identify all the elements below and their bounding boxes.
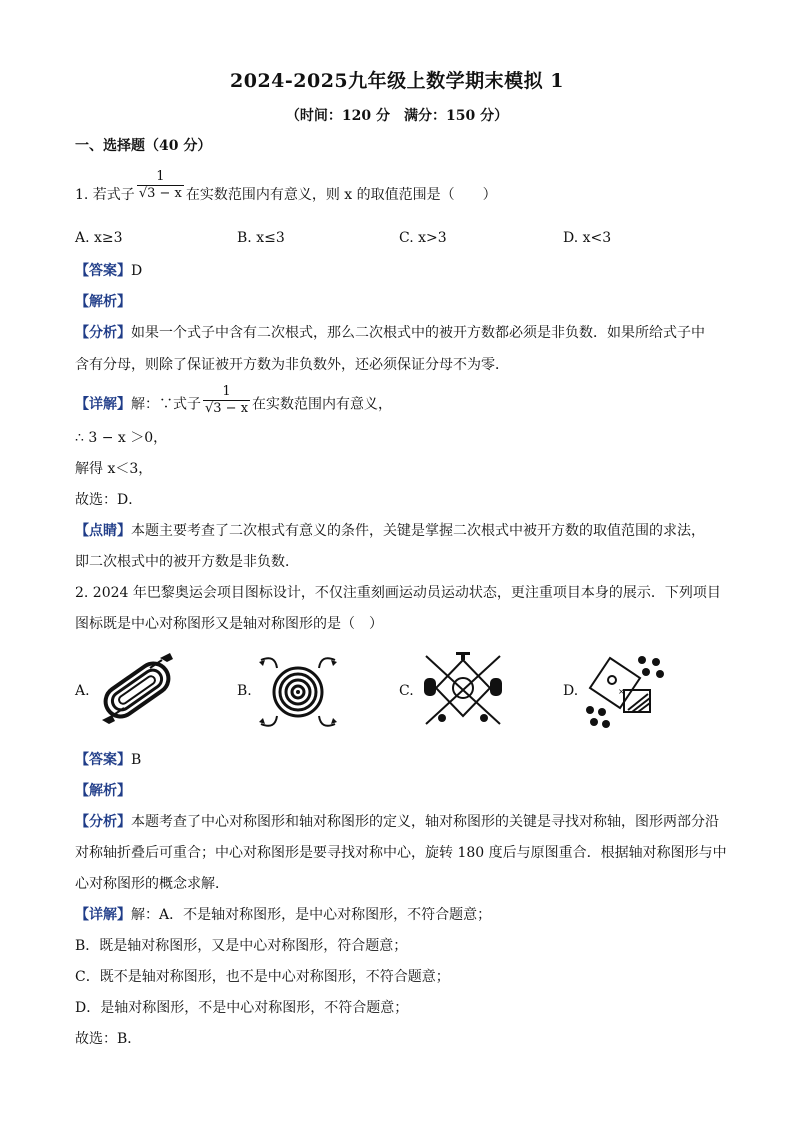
q1-step-1: ∴ 3 − x ＞0， <box>75 430 168 446</box>
fenxi-tag-2: 【分析】 <box>75 814 131 830</box>
q2-fenxi-1 <box>75 813 719 831</box>
q2-xiangjie-d: D．是轴对称图形，不是中心对称图形，不符合题意； <box>75 1000 409 1016</box>
section-heading: 一、选择题（40 分） <box>75 138 212 154</box>
q2-fenxi-2: 对称轴折叠后可重合；中心对称图形是要寻找对称中心，旋转 180 度后与原图重合．根据轴对称图形与中 <box>75 845 727 861</box>
q2-fig-label-d: D. <box>563 683 579 699</box>
q1-dianjing-1 <box>75 522 705 540</box>
q1-step-3: 故选：D． <box>75 492 143 508</box>
q2-conclusion: 故选：B． <box>75 1031 142 1047</box>
q2-xiangjie-c: C．既不是轴对称图形，也不是中心对称图形，不符合题意； <box>75 969 450 985</box>
q1-stem <box>75 168 497 204</box>
q1-answer-value: D <box>131 263 143 279</box>
svg-text:×: × <box>618 687 625 696</box>
q1-fenxi-text-1: 如果一个式子中含有二次根式，那么二次根式中的被开方数都必须是非负数．如果所给式子中 <box>131 325 705 341</box>
xiangjie-tag-2: 【详解】 <box>75 907 131 923</box>
answer-tag-2: 【答案】 <box>75 752 131 768</box>
q2-analysis <box>75 782 131 800</box>
q2-answer-value: B <box>131 752 142 768</box>
q1-fraction <box>137 169 184 202</box>
q2-xiangjie-a-text: 解：A．不是轴对称图形，是中心对称图形，不符合题意； <box>131 907 492 923</box>
q1-option-a: A. x≥3 <box>75 230 123 246</box>
q2-xiangjie-a <box>75 906 491 924</box>
q1-dianjing-2: 即二次根式中的被开方数是非负数． <box>75 554 299 570</box>
q2-fenxi-text-1: 本题考查了中心对称图形和轴对称图形的定义，轴对称图形的关键是寻找对称轴，图形两部分沿 <box>131 814 719 830</box>
q2-xiangjie-b: B．既是轴对称图形，又是中心对称图形，符合题意； <box>75 938 408 954</box>
q1-option-c: C. x>3 <box>399 230 447 246</box>
q1-frac2-den: √3 − x <box>205 401 249 416</box>
q2-stem-1: 2. 2024 年巴黎奥运会项目图标设计，不仅注重刻画运动员运动状态，更注重项目本身的展示．下列项目 <box>75 585 721 601</box>
q1-xiangjie-pre: 解：∵式子 <box>131 396 201 413</box>
q2-fig-label-a: A. <box>75 683 90 699</box>
archery-target-icon <box>255 652 341 732</box>
q1-suffix: 在实数范围内有意义，则 x 的取值范围是（ ） <box>185 187 497 203</box>
q1-frac-den: √3 − x <box>138 185 182 201</box>
q2-answer <box>75 751 141 769</box>
q1-xiangjie <box>75 384 393 417</box>
running-track-icon <box>90 650 185 730</box>
q1-prefix: 1. 若式子 <box>75 187 135 203</box>
q1-answer <box>75 262 142 280</box>
q1-dianjing-text: 本题主要考查了二次根式有意义的条件，关键是掌握二次根式中被开方数的取值范围的求法， <box>131 523 705 539</box>
dianjing-tag: 【点睛】 <box>75 523 131 539</box>
q2-stem-2: 图标既是中心对称图形又是轴对称图形的是（ ） <box>75 616 383 632</box>
q1-frac2-num: 1 <box>222 384 231 399</box>
analysis-tag: 【解析】 <box>75 294 131 310</box>
fenxi-tag: 【分析】 <box>75 325 131 341</box>
xiangjie-tag: 【详解】 <box>75 396 131 413</box>
q1-option-d: D. x<3 <box>563 230 612 246</box>
fencing-icon <box>418 648 508 732</box>
page-subtitle: （时间：120 分 满分：150 分） <box>285 108 509 124</box>
q1-xiangjie-post: 在实数范围内有意义， <box>252 396 393 413</box>
analysis-tag-2: 【解析】 <box>75 783 131 799</box>
q1-frac-num: 1 <box>156 168 165 184</box>
q2-fig-label-b: B. <box>237 683 252 699</box>
q2-fenxi-3: 心对称图形的概念求解． <box>75 876 229 892</box>
q1-analysis <box>75 293 131 311</box>
q1-step-2: 解得 x＜3， <box>75 461 153 477</box>
page-title: 2024-2025九年级上数学期末模拟 1 <box>230 70 564 92</box>
q1-fraction-2 <box>203 384 250 417</box>
q2-fig-label-c: C. <box>399 683 414 699</box>
q1-fenxi-2: 含有分母，则除了保证被开方数为非负数外，还必须保证分母不为零． <box>75 357 509 373</box>
q1-option-b: B. x≤3 <box>237 230 285 246</box>
answer-tag: 【答案】 <box>75 263 131 279</box>
football-field-icon <box>580 650 672 732</box>
q1-fenxi-1 <box>75 324 705 342</box>
